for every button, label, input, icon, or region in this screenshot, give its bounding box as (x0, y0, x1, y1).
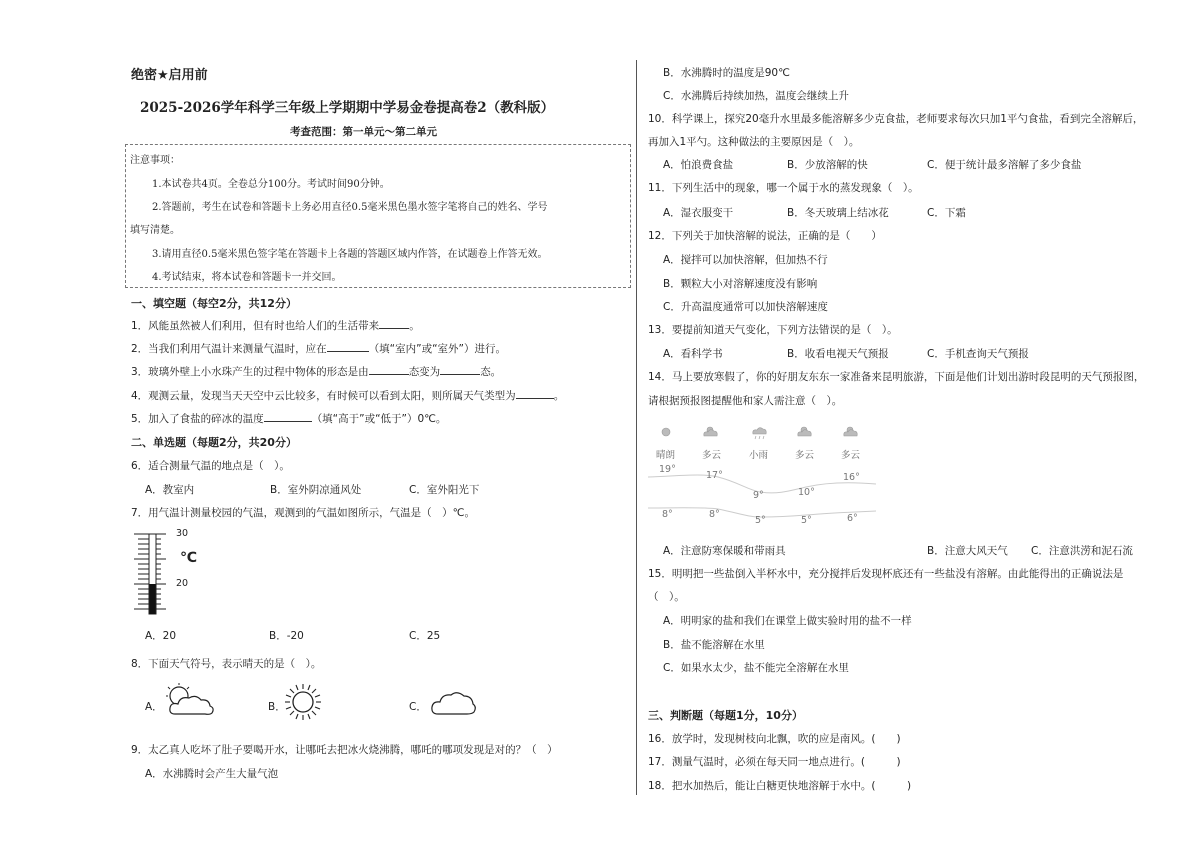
answer-blank[interactable] (327, 341, 369, 352)
notice-heading: 注意事项： (130, 155, 180, 166)
question-10-stem: 10．科学课上，探究20毫升水里最多能溶解多少克食盐，老师要求每次只加1平勺食盐，看到完全溶解后， (648, 113, 1144, 125)
answer-blank[interactable] (379, 318, 409, 329)
forecast-high: 10° (798, 487, 815, 498)
forecast-high: 19° (659, 464, 676, 475)
question-text: 态变为 (408, 366, 441, 378)
sun-icon (283, 682, 323, 725)
question-15-stem: 15．明明把一些盐倒入半杯水中，充分搅拌后发现杯底还有一些盐没有溶解。由此能得出的正确说法是 (648, 568, 1124, 580)
option-b[interactable]: B．冬天玻璃上结冰花 (787, 207, 889, 219)
answer-blank[interactable] (516, 388, 554, 399)
question-text: 5．加入了食盐的碎冰的温度 (131, 413, 264, 425)
option-b[interactable]: B．水沸腾时的温度是90℃ (663, 67, 790, 79)
confidential-label: 绝密★启用前 (131, 68, 208, 83)
cloud-sun-icon (798, 427, 811, 436)
forecast-low: 5° (755, 515, 766, 526)
forecast-day-label: 小雨 (749, 450, 769, 461)
forecast-day-label: 晴朗 (656, 450, 676, 461)
option-a[interactable]: A．明明家的盐和我们在课堂上做实验时用的盐不一样 (663, 615, 912, 627)
option-c[interactable]: C．下霜 (927, 207, 966, 219)
question-text: （填“高于”或“低于”）0℃。 (311, 413, 447, 425)
option-a[interactable]: A．注意防寒保暖和带雨具 (663, 545, 786, 557)
notice-item: 3.请用直径0.5毫米黑色签字笔在答题卡上各题的答题区域内作答，在试题卷上作答无效。 (152, 249, 548, 260)
option-c[interactable]: C．手机查询天气预报 (927, 348, 1029, 360)
question-11-stem: 11．下列生活中的现象，哪一个属于水的蒸发现象（ ）。 (648, 182, 919, 194)
option-a[interactable]: A．20 (145, 630, 177, 642)
cloud-sun-icon (704, 427, 717, 436)
option-b[interactable]: B．颗粒大小对溶解速度没有影响 (663, 278, 818, 290)
question-10-stem-cont: 再加入1平勺。这种做法的主要原因是（ ）。 (648, 136, 860, 148)
question-14-stem-cont: 请根据预报图提醒他和家人需注意（ ）。 (648, 395, 843, 407)
option-b[interactable]: B．-20 (269, 630, 304, 642)
forecast-high: 9° (753, 490, 764, 501)
column-divider (636, 60, 637, 795)
question-text: 。 (553, 390, 565, 402)
option-c[interactable]: C．便于统计最多溶解了多少食盐 (927, 159, 1082, 171)
question-6-stem: 6．适合测量气温的地点是（ ）。 (131, 460, 290, 472)
section-heading: 一、填空题（每空2分，共12分） (131, 297, 297, 310)
option-a[interactable]: A．怕浪费食盐 (663, 159, 734, 171)
option-c[interactable]: C．水沸腾后持续加热，温度会继续上升 (663, 90, 849, 102)
option-b[interactable]: B．少放溶解的快 (787, 159, 868, 171)
question-16: 16．放学时，发现树枝向北飘，吹的应是南风。( ) (648, 733, 901, 745)
option-a[interactable]: A． (145, 701, 163, 713)
cloud-icon (429, 686, 477, 721)
question-text: （填“室内”或“室外”）进行。 (368, 343, 506, 355)
question-text: 3．玻璃外壁上小水珠产生的过程中物体的形态是由 (131, 366, 369, 378)
option-c[interactable]: C．25 (409, 630, 441, 642)
question-text: 。 (409, 320, 420, 332)
forecast-day-label: 多云 (795, 450, 815, 461)
option-a[interactable]: A．教室内 (145, 484, 195, 496)
forecast-day-label: 多云 (702, 450, 722, 461)
forecast-day-label: 多云 (841, 450, 861, 461)
question-text: 4．观测云量，发现当天天空中云比较多，有时候可以看到太阳，则所属天气类型为 (131, 390, 516, 402)
question-17: 17．测量气温时，必须在每天同一地点进行。( ) (648, 756, 901, 768)
notice-item: 填写清楚。 (130, 225, 180, 236)
option-a[interactable]: A．搅拌可以加快溶解，但加热不行 (663, 254, 828, 266)
question-3 (131, 364, 501, 379)
option-c[interactable]: C．升高温度通常可以加快溶解速度 (663, 301, 828, 313)
option-c[interactable]: C． (409, 701, 427, 713)
forecast-high: 16° (843, 472, 860, 483)
forecast-high: 17° (706, 470, 723, 481)
option-b[interactable]: B．盐不能溶解在水里 (663, 639, 765, 651)
thermometer-unit: ℃ (180, 550, 197, 566)
question-15-stem-cont: （ ）。 (648, 591, 685, 603)
question-1 (131, 318, 420, 333)
exam-scope: 考查范围：第一单元～第二单元 (290, 126, 437, 138)
thermometer-bottom-label: 20 (176, 578, 189, 589)
option-b[interactable]: B．收看电视天气预报 (787, 348, 889, 360)
option-c[interactable]: C．室外阳光下 (409, 484, 480, 496)
option-b[interactable]: B． (268, 701, 286, 713)
question-13-stem: 13．要提前知道天气变化，下列方法错误的是（ ）。 (648, 324, 898, 336)
thermometer-figure (130, 528, 210, 620)
answer-blank[interactable] (440, 364, 480, 375)
option-b[interactable]: B．室外阴凉通风处 (270, 484, 362, 496)
question-2 (131, 341, 506, 356)
option-a[interactable]: A．看科学书 (663, 348, 723, 360)
question-12-stem: 12．下列关于加快溶解的说法，正确的是（ ） (648, 230, 882, 242)
option-b[interactable]: B．注意大风天气 (927, 545, 1008, 557)
option-a[interactable]: A．湿衣服变干 (663, 207, 734, 219)
answer-blank[interactable] (369, 364, 409, 375)
notice-item: 2.答题前，考生在试卷和答题卡上务必用直径0.5毫米黑色墨水签字笔将自己的姓名、学号 (152, 202, 548, 213)
notice-item: 1.本试卷共4页。全卷总分100分。考试时间90分钟。 (152, 179, 390, 190)
answer-blank[interactable] (264, 411, 312, 422)
option-c[interactable]: C．如果水太少，盐不能完全溶解在水里 (663, 662, 849, 674)
question-18: 18．把水加热后，能让白糖更快地溶解于水中。( ) (648, 780, 912, 792)
question-4 (131, 388, 564, 403)
page-title: 2025-2026学年科学三年级上学期期中学易金卷提高卷2（教科版） (140, 100, 555, 116)
rain-icon (753, 428, 766, 439)
option-a[interactable]: A．水沸腾时会产生大量气泡 (145, 768, 279, 780)
forecast-low: 6° (847, 513, 858, 524)
question-5 (131, 411, 446, 426)
thermometer-icon (130, 528, 210, 620)
question-7-stem: 7．用气温计测量校园的气温，观测到的气温如图所示，气温是（ ）℃。 (131, 507, 475, 519)
forecast-low: 5° (801, 515, 812, 526)
question-9-stem: 9．太乙真人吃坏了肚子要喝开水，让哪吒去把冰火烧沸腾，哪吒的哪项发现是对的？（ ） (131, 744, 558, 756)
section-heading: 三、判断题（每题1分，10分） (648, 709, 803, 722)
option-c[interactable]: C．注意洪涝和泥石流 (1031, 545, 1133, 557)
cloud-sun-icon (163, 682, 219, 723)
sun-icon (662, 428, 670, 436)
question-8-stem: 8．下面天气符号，表示晴天的是（ ）。 (131, 658, 322, 670)
question-text: 2．当我们利用气温计来测量气温时，应在 (131, 343, 327, 355)
forecast-low: 8° (662, 509, 673, 520)
notice-item: 4.考试结束，将本试卷和答题卡一并交回。 (152, 272, 342, 283)
cloud-sun-icon (844, 427, 857, 436)
section-heading: 二、单选题（每题2分，共20分） (131, 436, 297, 449)
forecast-low: 8° (709, 509, 720, 520)
question-text: 1．风能虽然被人们利用，但有时也给人们的生活带来 (131, 320, 380, 332)
notice-box (125, 144, 631, 288)
question-14-stem: 14．马上要放寒假了，你的好朋友东东一家准备来昆明旅游，下面是他们计划出游时段昆明的天气预报图， (648, 371, 1145, 383)
question-text: 态。 (480, 366, 502, 378)
weather-forecast-figure (648, 420, 878, 530)
thermometer-top-label: 30 (176, 528, 189, 539)
